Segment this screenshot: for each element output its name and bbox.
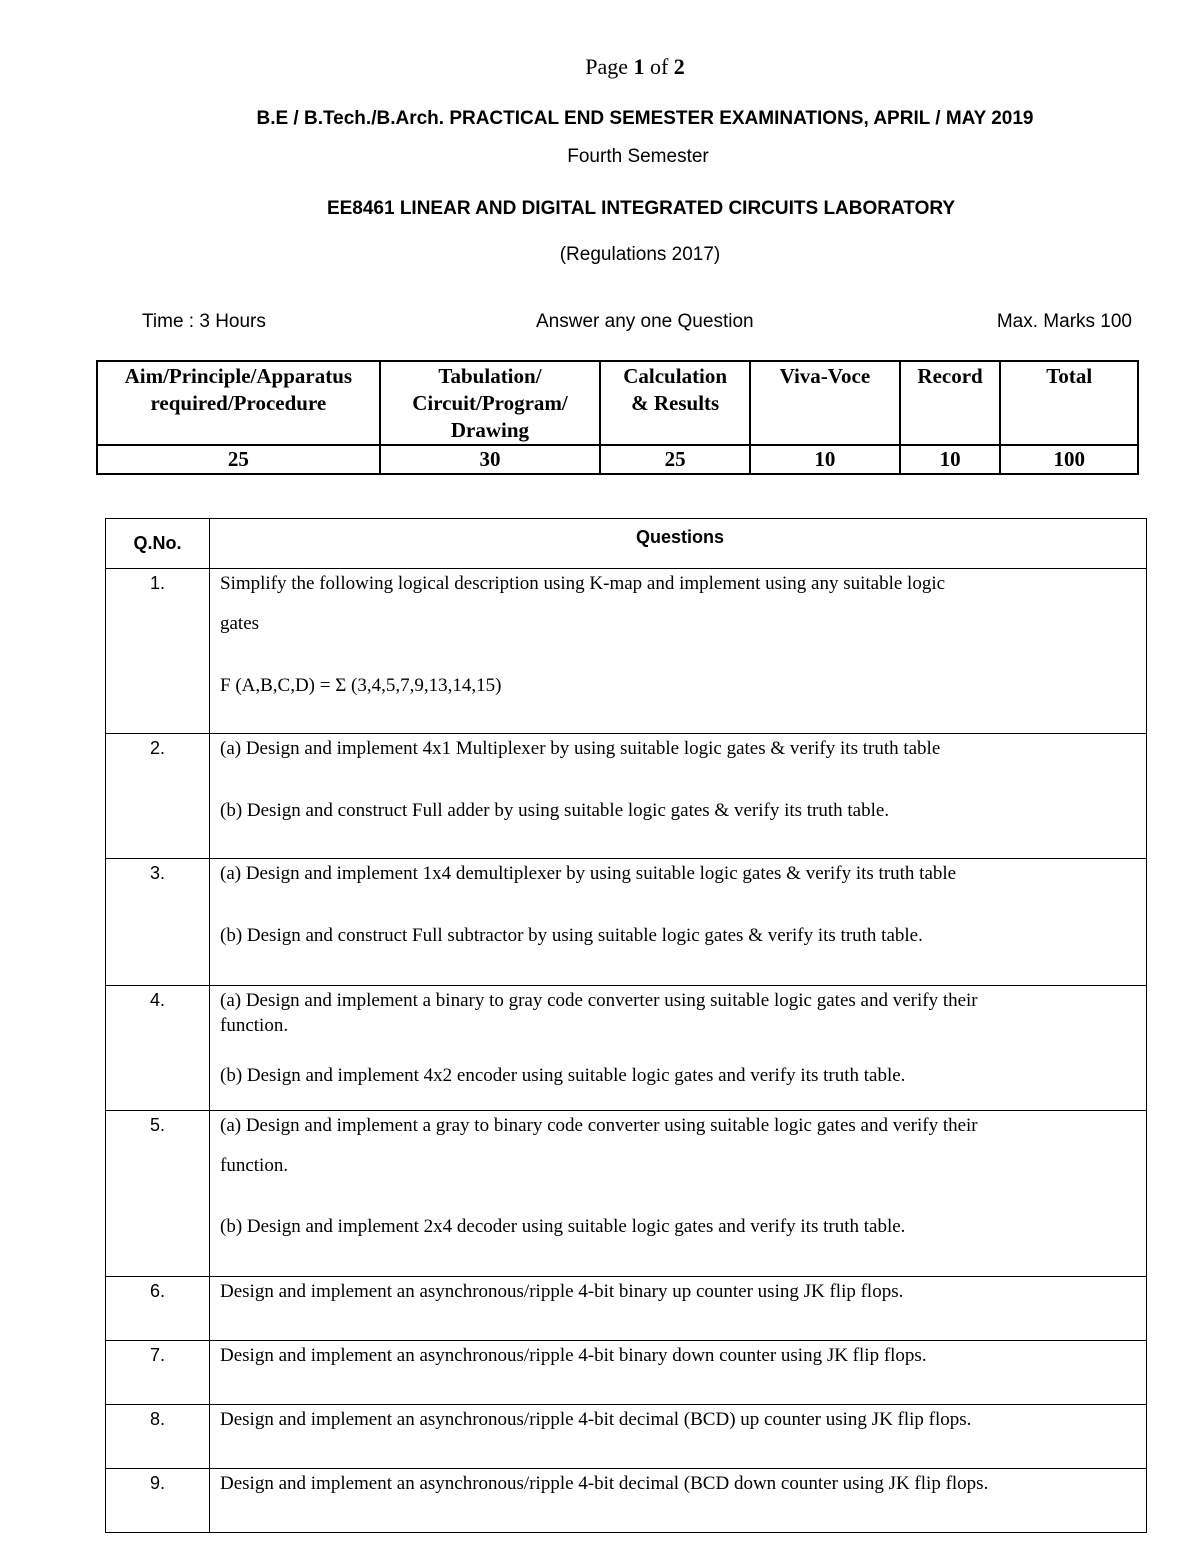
question-text [210,1111,1147,1277]
marks-header-cell [97,361,380,445]
question-row [106,734,1147,859]
exam-title: B.E / B.Tech./B.Arch. PRACTICAL END SEMESTER EXAMINATIONS, APRIL / MAY 2019 [256,108,1034,129]
question-number: 3. [106,859,210,986]
max-marks: Max. Marks 100 [996,311,1132,332]
question-row [106,1341,1147,1405]
question-line: (b) Design and implement 2x4 decoder using suitable logic gates and verify its truth table. [220,1216,906,1237]
question-text [210,734,1147,859]
question-line: (b) Design and construct Full subtractor by using suitable logic gates & verify its truth table. [220,925,923,946]
question-number: 7. [106,1341,210,1405]
question-text [210,1469,1147,1533]
marks-header-cell [600,361,750,445]
marks-header-cell [1000,361,1138,445]
marks-header-line: Aim/Principle/Apparatus [124,364,353,388]
question-row [106,1111,1147,1277]
marks-header-line: Drawing [450,418,530,442]
question-row [106,1277,1147,1341]
question-line: (a) Design and implement a gray to binary code converter using suitable logic gates and verify their [220,1115,978,1136]
marks-header-line: Calculation [623,364,728,388]
question-row [106,986,1147,1111]
question-text [210,859,1147,986]
question-number: 4. [106,986,210,1111]
question-number: 2. [106,734,210,859]
marks-header-line: Circuit/Program/ [412,391,568,415]
marks-header-line: Total [1046,364,1093,388]
marks-header-cell [750,361,900,445]
question-text [210,1277,1147,1341]
question-text [210,1341,1147,1405]
question-line: Simplify the following logical description using K-map and implement using any suitable logic [220,573,946,594]
question-line: Design and implement an asynchronous/ripple 4-bit binary down counter using JK flip flops. [220,1345,927,1366]
page-number: Page 1 of 2 [585,54,685,79]
questions-table [105,518,1147,1533]
marks-header-cell [380,361,601,445]
marks-value-cell: 30 [380,445,601,474]
question-line: (b) Design and construct Full adder by using suitable logic gates & verify its truth table. [220,800,890,821]
question-line: function. [220,1015,289,1036]
question-number: 1. [106,569,210,734]
question-number: 9. [106,1469,210,1533]
marks-value-cell: 100 [1000,445,1138,474]
course-title: EE8461 LINEAR AND DIGITAL INTEGRATED CIRCUITS LABORATORY [326,198,956,219]
question-line: Design and implement an asynchronous/ripple 4-bit decimal (BCD down counter using JK flip flops. [220,1473,989,1494]
question-line: Design and implement an asynchronous/ripple 4-bit binary up counter using JK flip flops. [220,1281,904,1302]
exam-time: Time : 3 Hours [142,311,266,332]
question-row [106,1405,1147,1469]
marks-value-cell: 25 [600,445,750,474]
question-line: (a) Design and implement 1x4 demultiplexer by using suitable logic gates & verify its truth table [220,863,957,884]
question-line: (a) Design and implement 4x1 Multiplexer by using suitable logic gates & verify its truth table [220,738,941,759]
question-text [210,569,1147,734]
marks-value-cell: 10 [750,445,900,474]
question-line: function. [220,1155,289,1176]
question-text [210,1405,1147,1469]
regulations: (Regulations 2017) [559,244,721,265]
question-line: gates [220,613,260,634]
question-row [106,859,1147,986]
question-row [106,1469,1147,1533]
marks-header-line: Viva-Voce [779,364,871,388]
marks-header-line: & Results [631,391,720,415]
question-line: (b) Design and implement 4x2 encoder using suitable logic gates and verify its truth table. [220,1065,906,1086]
question-number: 8. [106,1405,210,1469]
marks-distribution-table [96,360,1139,475]
questions-header: Questions [210,519,1147,569]
question-row [106,569,1147,734]
marks-value-cell: 25 [97,445,380,474]
marks-header-cell [900,361,1001,445]
marks-header-line: required/Procedure [150,391,327,415]
marks-value-cell: 10 [900,445,1001,474]
question-number: 6. [106,1277,210,1341]
question-line: Design and implement an asynchronous/ripple 4-bit decimal (BCD) up counter using JK flip flops. [220,1409,972,1430]
semester: Fourth Semester [567,146,709,167]
exam-instruction: Answer any one Question [536,311,754,332]
marks-header-line: Tabulation/ [438,364,542,388]
marks-header-line: Record [917,364,983,388]
question-number: 5. [106,1111,210,1277]
question-line: (a) Design and implement a binary to gray code converter using suitable logic gates and verify their [220,990,978,1011]
question-line: F (A,B,C,D) = Σ (3,4,5,7,9,13,14,15) [220,675,502,696]
qno-header: Q.No. [106,519,210,569]
question-text [210,986,1147,1111]
